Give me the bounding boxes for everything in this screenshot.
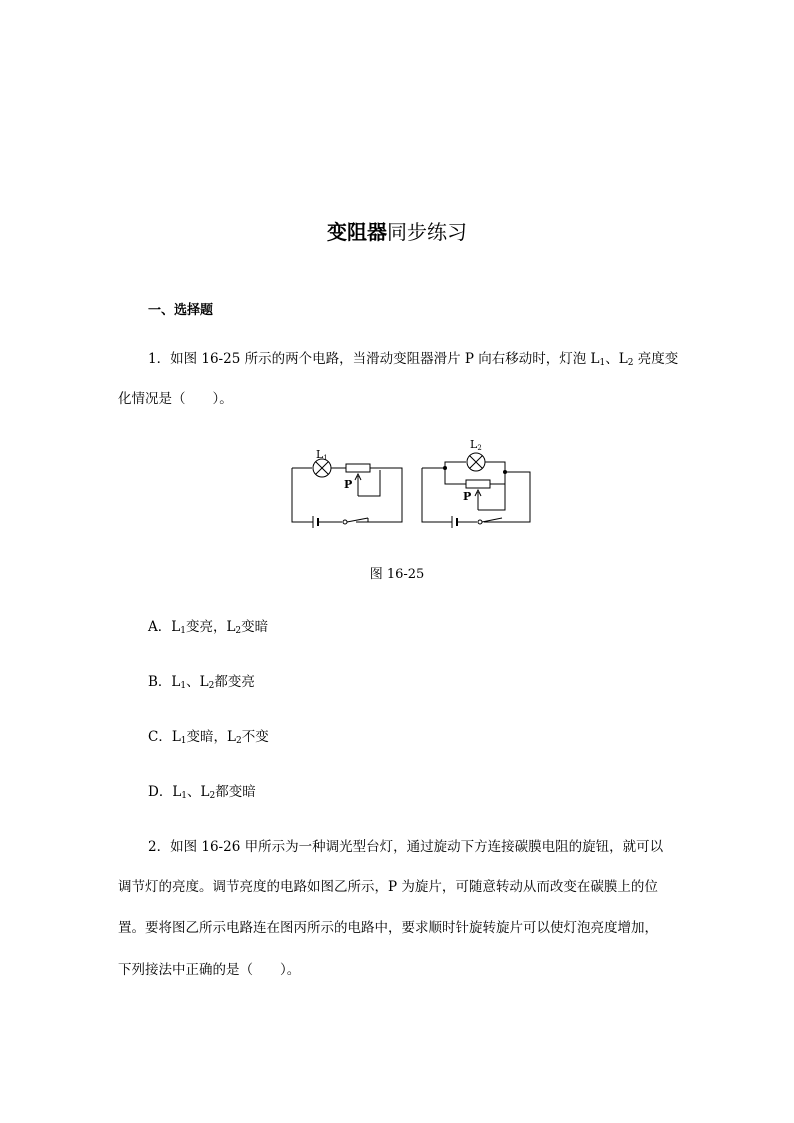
question-2-line-2: 调节灯的亮度。调节亮度的电路如图乙所示，P 为旋片，可随意转动从而改变在碳膜上的位 <box>118 879 658 895</box>
option-b: B．$L_1$、$L_2$都变亮 <box>148 674 255 691</box>
circuit-figure-16-25 <box>280 440 540 535</box>
page-title: 变阻器同步练习 <box>327 220 467 244</box>
label-L2: L2 <box>470 440 482 452</box>
question-2-line-3: 置。要将图乙所示电路连在图丙所示的电路中，要求顺时针旋转旋片可以使灯泡亮度增加， <box>118 920 658 936</box>
option-c: C．$L_1$变暗，$L_2$不变 <box>148 729 269 746</box>
option-d: D．$L_1$、$L_2$都变暗 <box>148 784 256 801</box>
figure-caption: 图 16-25 <box>369 567 425 582</box>
label-P-right: P <box>463 490 472 503</box>
question-2-line-1: 2．如图 16-26 甲所示为一种调光型台灯，通过旋动下方连接碳膜电阻的旋钮，就可以 <box>148 839 664 855</box>
label-P-left: P <box>344 478 353 491</box>
section-heading: 一、选择题 <box>148 303 214 318</box>
question-1-line-1: 1．如图 16-25 所示的两个电路，当滑动变阻器滑片 P 向右移动时，灯泡 $L_1$、$L_2$ 亮度变 <box>148 351 679 368</box>
question-1-line-2: 化情况是（ ）。 <box>118 391 233 407</box>
option-a: A．$L_1$变亮，$L_2$变暗 <box>148 619 269 636</box>
question-2-line-4: 下列接法中正确的是（ ）。 <box>118 962 301 978</box>
label-L1: L1 <box>316 448 328 462</box>
